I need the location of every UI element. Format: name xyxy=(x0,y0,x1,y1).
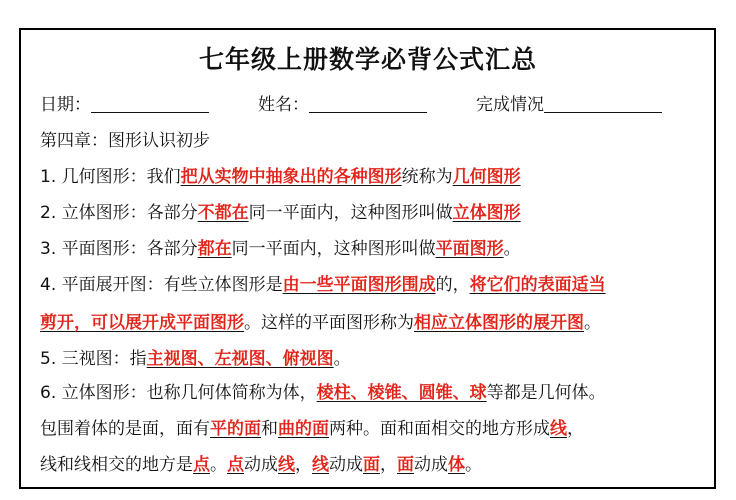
item5-answer-1: 主视图、左视图、俯视图 xyxy=(146,349,334,369)
item-6-line-3 xyxy=(40,454,482,476)
item-6-line-1 xyxy=(40,382,606,404)
item6-answer-6: 点 xyxy=(227,455,244,475)
item6-answer-1: 棱柱、棱锥、圆锥、球 xyxy=(316,383,487,403)
name-label: 姓名： xyxy=(258,95,309,115)
item1-answer-2: 几何图形 xyxy=(452,167,521,187)
item4-answer-3: 剪开，可以展开成平面图形 xyxy=(40,313,244,333)
item6-answer-4: 线 xyxy=(550,419,567,439)
name-field xyxy=(258,94,427,116)
date-field xyxy=(40,94,209,116)
item6-text-12: ， xyxy=(380,455,397,475)
item5-text-2: 。 xyxy=(333,349,351,369)
item4-answer-2: 将它们的表面适当 xyxy=(469,275,606,295)
item3-answer-2: 平面图形 xyxy=(435,239,504,259)
item6-answer-2: 平的面 xyxy=(210,419,261,439)
item-2 xyxy=(40,202,521,224)
item2-text-2: 同一平面内，这种图形叫做 xyxy=(248,203,453,223)
item4-text: 4. 平面展开图：有些立体图形是 xyxy=(40,275,283,295)
date-blank xyxy=(91,96,209,113)
item5-text: 5. 三视图：指 xyxy=(40,349,147,369)
item1-text: 1. 几何图形：我们 xyxy=(40,167,181,187)
item6-text-11: 动成 xyxy=(329,455,363,475)
item3-text: 3. 平面图形：各部分 xyxy=(40,239,198,259)
item2-answer-2: 立体图形 xyxy=(452,203,521,223)
item4-text-4: 。 xyxy=(584,313,601,333)
item6-text-7: 线和线相交的地方是 xyxy=(40,455,193,475)
status-blank xyxy=(544,96,662,113)
item6-text: 6. 立体图形：也称几何体简称为体， xyxy=(40,383,317,403)
item-5 xyxy=(40,348,351,370)
item2-text: 2. 立体图形：各部分 xyxy=(40,203,198,223)
item3-answer-1: 都在 xyxy=(197,239,232,259)
item2-answer-1: 不都在 xyxy=(197,203,249,223)
item1-text-2: 统称为 xyxy=(401,167,453,187)
item4-text-2: 的， xyxy=(435,275,470,295)
item3-text-3: 。 xyxy=(503,239,521,259)
item6-text-10: ， xyxy=(295,455,312,475)
item-4-line-2 xyxy=(40,312,601,334)
status-label: 完成情况 xyxy=(476,95,544,115)
item3-text-2: 同一平面内，这种图形叫做 xyxy=(231,239,436,259)
item4-answer-1: 由一些平面图形围成 xyxy=(282,275,436,295)
item6-text-3: 包围着体的是面，面有 xyxy=(40,419,210,439)
item-4-line-1 xyxy=(40,274,606,296)
item6-text-14: 。 xyxy=(465,455,482,475)
item-3 xyxy=(40,238,521,260)
item-6-line-2 xyxy=(40,418,584,440)
item6-text-8: 。 xyxy=(210,455,227,475)
item4-answer-4: 相应立体图形的展开图 xyxy=(414,313,584,333)
item6-text-6: ， xyxy=(567,419,584,439)
item4-text-3: 。这样的平面图形称为 xyxy=(244,313,414,333)
item6-text-13: 动成 xyxy=(414,455,448,475)
page-title: 七年级上册数学必背公式汇总 xyxy=(198,45,537,74)
item6-answer-3: 曲的面 xyxy=(278,419,329,439)
item-1 xyxy=(40,166,521,188)
item6-answer-10: 面 xyxy=(397,455,414,475)
item6-answer-5: 点 xyxy=(193,455,210,475)
item6-answer-8: 线 xyxy=(312,455,329,475)
name-blank xyxy=(309,96,427,113)
item6-answer-7: 线 xyxy=(278,455,295,475)
item6-text-5: 两种。面和面相交的地方形成 xyxy=(329,419,550,439)
date-label: 日期： xyxy=(40,95,91,115)
item6-answer-9: 面 xyxy=(363,455,380,475)
status-field xyxy=(476,94,662,116)
item6-text-2: 等都是几何体。 xyxy=(486,383,606,403)
item6-text-9: 动成 xyxy=(244,455,278,475)
chapter-heading: 第四章：图形认识初步 xyxy=(40,131,210,151)
item1-answer-1: 把从实物中抽象出的各种图形 xyxy=(180,167,402,187)
item6-text-4: 和 xyxy=(261,419,278,439)
item6-answer-11: 体 xyxy=(448,455,465,475)
